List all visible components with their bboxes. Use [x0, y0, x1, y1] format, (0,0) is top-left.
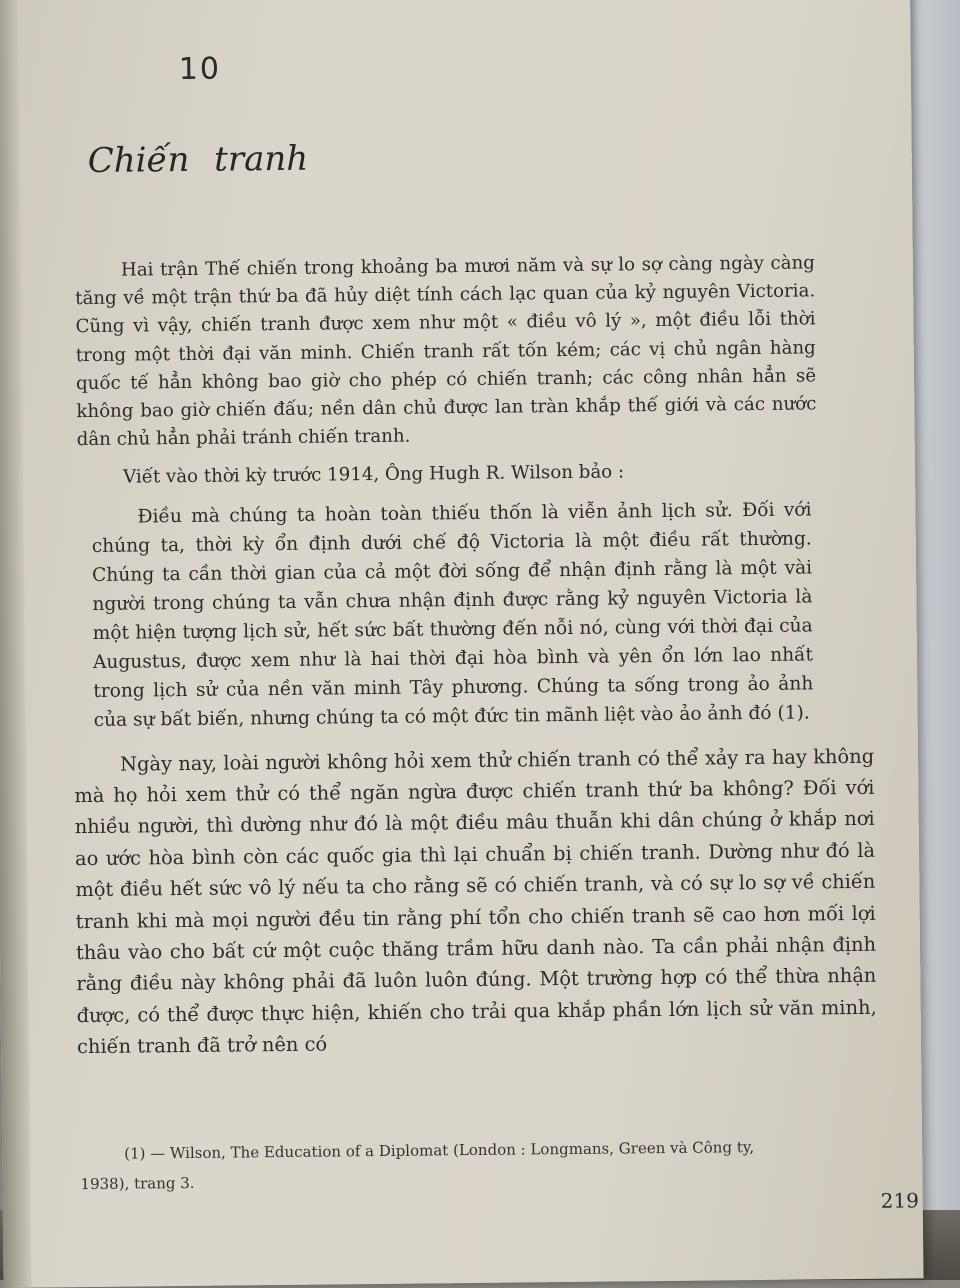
chapter-number: 10: [178, 51, 222, 88]
footnote-line-2: 1938), trang 3.: [80, 1173, 195, 1194]
book-spine-shadow: [0, 0, 32, 1288]
paragraph-main: Ngày nay, loài người không hỏi xem thử chiến tranh có thể xảy ra hay không mà họ hỏi xem thử có thể ngăn ngừa được chiến tranh thứ ba không? Đối với nhiều người, thì dường như đó là một điều mâu thuẫn khi dân chúng ở khắp nơi ao ước hòa bình còn các quốc gia thì lại chuẩn bị chiến tranh. Dường như đó là một điều hết sức vô lý nếu ta cho rằng sẽ có chiến tranh, và có sự lo sợ về chiến tranh khi mà mọi người đều tin rằng phí tổn cho chiến tranh sẽ cao hơn mối lợi thâu vào cho bất cứ một cuộc thăng trầm hữu danh nào. Ta cần phải nhận định rằng điều này không phải đã luôn luôn đúng. Một trường hợp có thể thừa nhận được, có thể được thực hiện, khiến cho trải qua khắp phần lớn lịch sử văn minh, chiến tranh đã trở nên có: [74, 744, 877, 1059]
footnote: [80, 1131, 901, 1200]
page-number: 219: [880, 1188, 920, 1213]
footnote-line-1: (1) — Wilson, The Education of a Diplomat (London : Longmans, Green và Công ty,: [124, 1138, 755, 1163]
paragraph-citation-lead: Viết vào thời kỳ trước 1914, Ông Hugh R. Wilson bảo :: [122, 461, 625, 489]
body-text: [74, 249, 877, 1062]
chapter-title: Chiến tranh: [87, 138, 309, 181]
paragraph-intro: Hai trận Thế chiến trong khoảng ba mươi năm và sự lo sợ càng ngày càng tăng về một trận thứ ba đã hủy diệt tính cách lạc quan của kỷ nguyên Victoria. Cũng vì vậy, chiến tranh được xem như một « điều vô lý », một điều lỗi thời trong một thời đại văn minh. Chiến tranh rất tốn kém; các vị chủ ngân hàng quốc tế hẳn không bao giờ cho phép có chiến tranh; các công nhân hẳn sẽ không bao giờ chiến đấu; nền dân chủ được lan tràn khắp thế giới và các nước dân chủ hẳn phải tránh chiến tranh.: [75, 252, 817, 451]
block-quote: Điều mà chúng ta hoàn toàn thiếu thốn là viễn ảnh lịch sử. Đối với chúng ta, thời kỳ ổn định dưới chế độ Victoria là một điều rất thường. Chúng ta cần thời gian của cả một đời sống để nhận định rằng là một vài người trong chúng ta vẫn chưa nhận định được rằng kỷ nguyên Victoria là một hiện tượng lịch sử, hết sức bất thường đến nỗi nó, cùng với thời đại của Augustus, được xem như là hai thời đại hòa bình và yên ổn lớn lao nhất trong lịch sử của nền văn minh Tây phương. Chúng ta sống trong ảo ảnh của sự bất biến, nhưng chúng ta có một đức tin mãnh liệt vào ảo ảnh đó (1).: [91, 499, 814, 731]
